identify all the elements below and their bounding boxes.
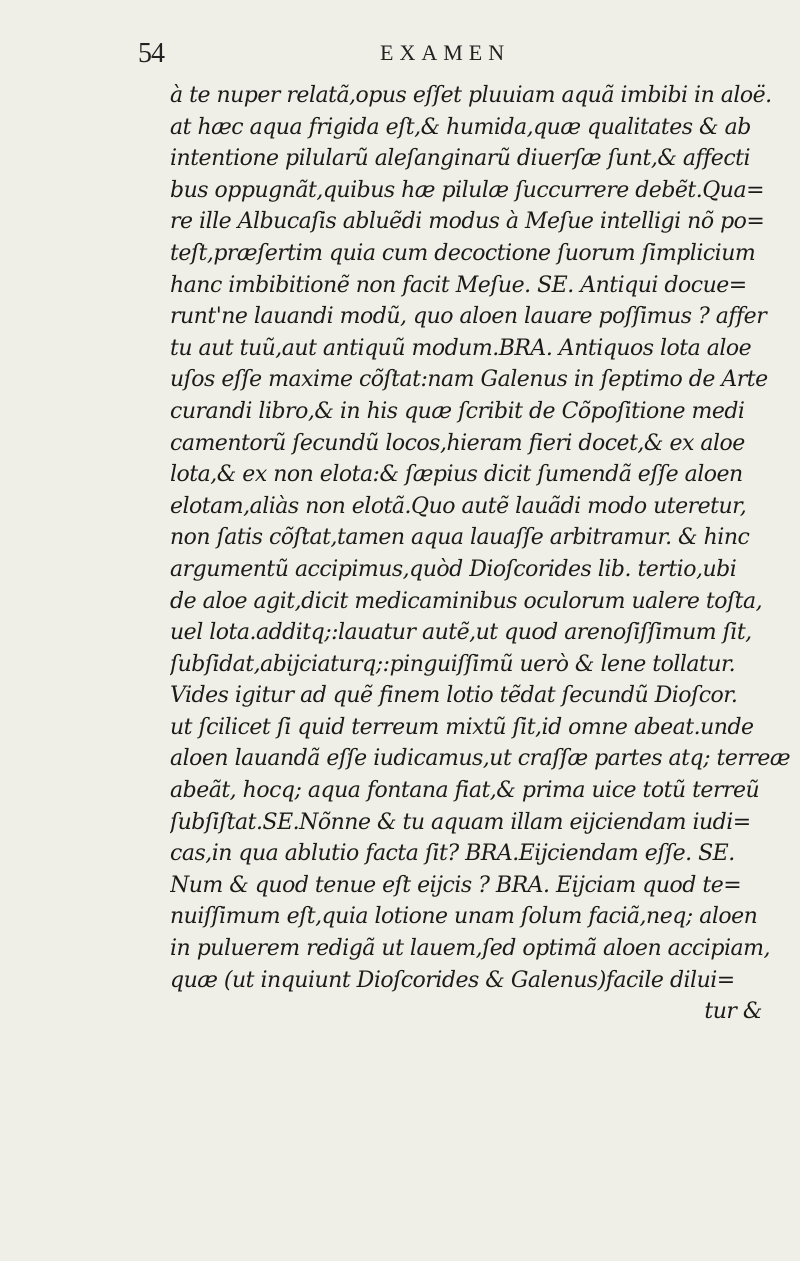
text-line: quæ (ut inquiunt Dioſcorides & Galenus)facile dilui= <box>170 967 735 993</box>
text-line: ſubſiſtat.SE.Nõnne & tu aquam illam eijciendam iudi= <box>170 809 751 835</box>
text-line: lota,& ex non elota:& ſæpius dicit ſumendã eſſe aloen <box>170 462 743 488</box>
text-line: Num & quod tenue eſt eijcis ? BRA. Eijciam quod te= <box>170 872 742 898</box>
text-line: ſubſidat,abijciaturq;:pinguiſſimũ uerò & lene tollatur. <box>170 651 736 677</box>
body-text <box>170 80 792 1028</box>
text-line: intentione pilularũ aleſanginarũ diuerſæ ſunt,& affecti <box>170 146 751 172</box>
text-line: bus oppugnãt,quibus hæ pilulæ ſuccurrere debẽt.Qua= <box>170 177 765 203</box>
text-line: tu aut tuũ,aut antiquũ modum.BRA. Antiquos lota aloe <box>170 335 752 361</box>
text-line: de aloe agit,dicit medicaminibus oculorum ualere toſta, <box>170 588 763 614</box>
text-line: nuiſſimum eſt,quia lotione unam ſolum faciã,neq; aloen <box>170 904 758 930</box>
running-head: EXAMEN <box>380 40 511 65</box>
text-line: ut ſcilicet ſi quid terreum mixtũ ſit,id omne abeat.unde <box>170 714 754 740</box>
text-line: abeãt, hocq; aqua fontana fiat,& prima uice totũ terreũ <box>170 778 760 804</box>
text-line: aloen lauandã eſſe iudicamus,ut craſſæ partes atq; terreæ <box>170 746 791 772</box>
text-line: uel lota.additq;:lauatur autẽ,ut quod arenoſiſſimum ſit, <box>170 620 752 646</box>
text-line: curandi libro,& in his quæ ſcribit de Cõpoſitione medi <box>170 398 745 424</box>
text-line: elotam,aliàs non elotã.Quo autẽ lauãdi modo uteretur, <box>170 493 747 519</box>
text-line: runt'ne lauandi modũ, quo aloen lauare poſſimus ? affer <box>170 304 767 330</box>
text-line: in puluerem redigã ut lauem,ſed optimã aloen accipiam, <box>170 936 770 962</box>
text-line: uſos eſſe maxime cõſtat:nam Galenus in ſeptimo de Arte <box>170 367 768 393</box>
text-line: Vides igitur ad quẽ finem lotio tẽdat ſecundũ Dioſcor. <box>170 683 738 709</box>
text-line: à te nuper relatã,opus eſſet pluuiam aquã imbibi in aloë. <box>170 83 772 108</box>
text-line: re ille Albucaſis abluẽdi modus à Meſue intelligi nõ po= <box>170 209 765 235</box>
text-line: teſt,præſertim quia cum decoctione ſuorum ſimplicium <box>170 240 756 266</box>
text-line-catchword: tur & <box>704 999 762 1025</box>
text-line: at hæc aqua frigida eſt,& humida,quæ qualitates & ab <box>170 114 751 140</box>
page-number: 54 <box>138 38 164 69</box>
text-line: argumentũ accipimus,quòd Dioſcorides lib. tertio,ubi <box>170 556 737 582</box>
text-line: cas,in qua ablutio facta ſit? BRA.Eijciendam eſſe. SE. <box>170 841 735 867</box>
text-line: non ſatis cõſtat,tamen aqua lauaſſe arbitramur. & hinc <box>170 525 750 551</box>
text-line: camentorũ ſecundũ locos,hieram fieri docet,& ex aloe <box>170 430 745 456</box>
text-line: hanc imbibitionẽ non facit Meſue. SE. Antiqui docue= <box>170 272 747 298</box>
